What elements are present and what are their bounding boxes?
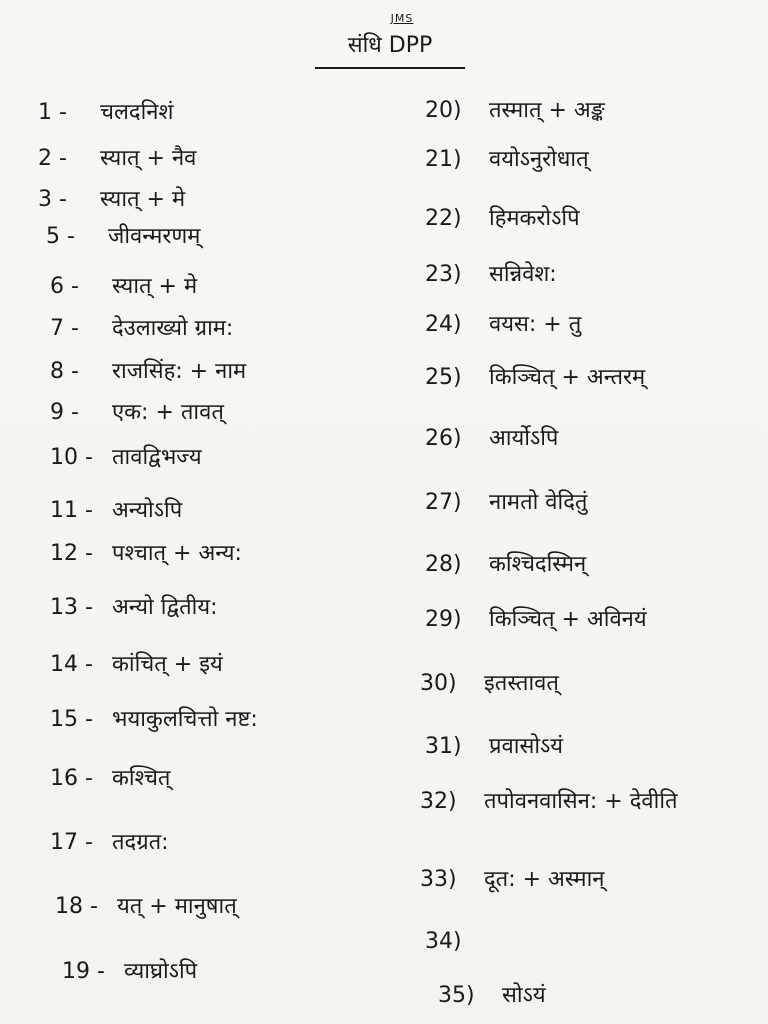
list-item [50,651,223,679]
list-item [425,146,589,174]
list-item [425,733,563,761]
item-number: 10 - [50,445,93,470]
item-number: 29) [425,607,462,632]
item-text: आर्योऽपि [489,426,559,451]
list-item [50,358,246,386]
item-number: 8 - [50,359,79,384]
item-text: स्यात् + नैव [100,146,197,171]
list-item [50,399,224,427]
item-number: 13 - [50,595,93,620]
list-item [425,97,605,125]
list-item [425,205,580,233]
item-number: 17 - [50,830,93,855]
list-item [38,186,185,214]
item-number: 6 - [50,274,79,299]
item-text: राजसिंह: + नाम [112,359,247,384]
item-text: स्यात् + मे [100,187,186,212]
item-text: चलदनिशं [100,100,174,125]
list-item [50,594,218,622]
item-number: 14 - [50,652,93,677]
list-item [50,444,202,472]
item-text: यत् + मानुषात् [117,894,237,919]
item-text: दूत: + अस्मान् [484,867,605,892]
list-item [46,223,200,251]
item-text: अन्यो द्वितीय: [112,595,218,620]
item-number: 2 - [38,146,67,171]
item-text: कश्चिदस्मिन् [489,552,587,577]
item-number: 16 - [50,766,93,791]
list-item [62,958,197,986]
item-number: 7 - [50,316,79,341]
page-title: संधि DPP [315,29,465,69]
item-number: 1 - [38,100,67,125]
item-number: 3 - [38,187,67,212]
item-text: नामतो वेदितुं [489,490,588,515]
list-item [50,829,169,857]
list-item [420,866,604,894]
author-initials: JMS [390,12,414,25]
item-text: स्यात् + मे [112,274,198,299]
item-text: देउलाख्यो ग्राम: [112,316,234,341]
item-text: अन्योऽपि [112,498,183,523]
item-number: 32) [420,789,457,814]
item-text: कश्चित् [112,766,171,791]
item-number: 26) [425,426,462,451]
list-item [38,145,196,173]
item-number: 5 - [46,224,75,249]
item-number: 22) [425,206,462,231]
item-text: सोऽयं [502,983,546,1008]
list-item [50,765,170,793]
list-item [425,261,557,289]
list-item [50,315,233,343]
item-number: 21) [425,147,462,172]
item-text: व्याघ्रोऽपि [124,959,198,984]
item-text: वयस: + तु [489,312,582,337]
item-number: 24) [425,312,462,337]
list-item [50,273,197,301]
item-text: पश्चात् + अन्य: [112,541,242,566]
list-item [55,893,237,921]
list-item [50,540,242,568]
item-number: 11 - [50,498,93,523]
item-number: 34) [425,929,462,954]
item-number: 28) [425,552,462,577]
item-number: 25) [425,365,462,390]
item-number: 19 - [62,959,105,984]
item-text: इतस्तावत् [484,671,559,696]
item-text: जीवन्मरणम् [108,224,201,249]
item-text: प्रवासोऽयं [489,734,564,759]
list-item [425,489,587,517]
item-text: तदग्रत: [112,830,169,855]
item-number: 18 - [55,894,98,919]
list-item [425,551,586,579]
item-text: सन्निवेश: [489,262,557,287]
item-number: 12 - [50,541,93,566]
item-text: तावद्विभज्य [112,445,202,470]
item-text: वयोऽनुरोधात् [489,147,589,172]
list-item [425,928,489,956]
item-text: कांचित् + इयं [112,652,223,677]
item-number: 23) [425,262,462,287]
item-text: हिमकरोऽपि [489,206,580,231]
page-header [300,12,480,69]
list-item [425,425,558,453]
list-item [425,311,581,339]
list-item [50,706,258,734]
item-number: 15 - [50,707,93,732]
item-number: 20) [425,98,462,123]
list-item [425,606,647,634]
item-text: एक: + तावत् [112,400,224,425]
item-number: 30) [420,671,457,696]
item-number: 31) [425,734,462,759]
list-item [38,99,173,127]
list-item [425,364,645,392]
item-text: तपोवनवासिन: + देवीति [484,789,678,814]
item-number: 9 - [50,400,79,425]
item-text: तस्मात् + अङ्क [489,98,605,123]
item-text: किञ्चित् + अन्तरम् [489,365,646,390]
list-item [420,670,559,698]
item-number: 27) [425,490,462,515]
item-text: किञ्चित् + अविनयं [489,607,647,632]
item-number: 33) [420,867,457,892]
list-item [50,497,182,525]
item-number: 35) [438,983,475,1008]
list-item [420,788,678,816]
item-text: भयाकुलचित्तो नष्ट: [112,707,258,732]
list-item [438,982,546,1010]
